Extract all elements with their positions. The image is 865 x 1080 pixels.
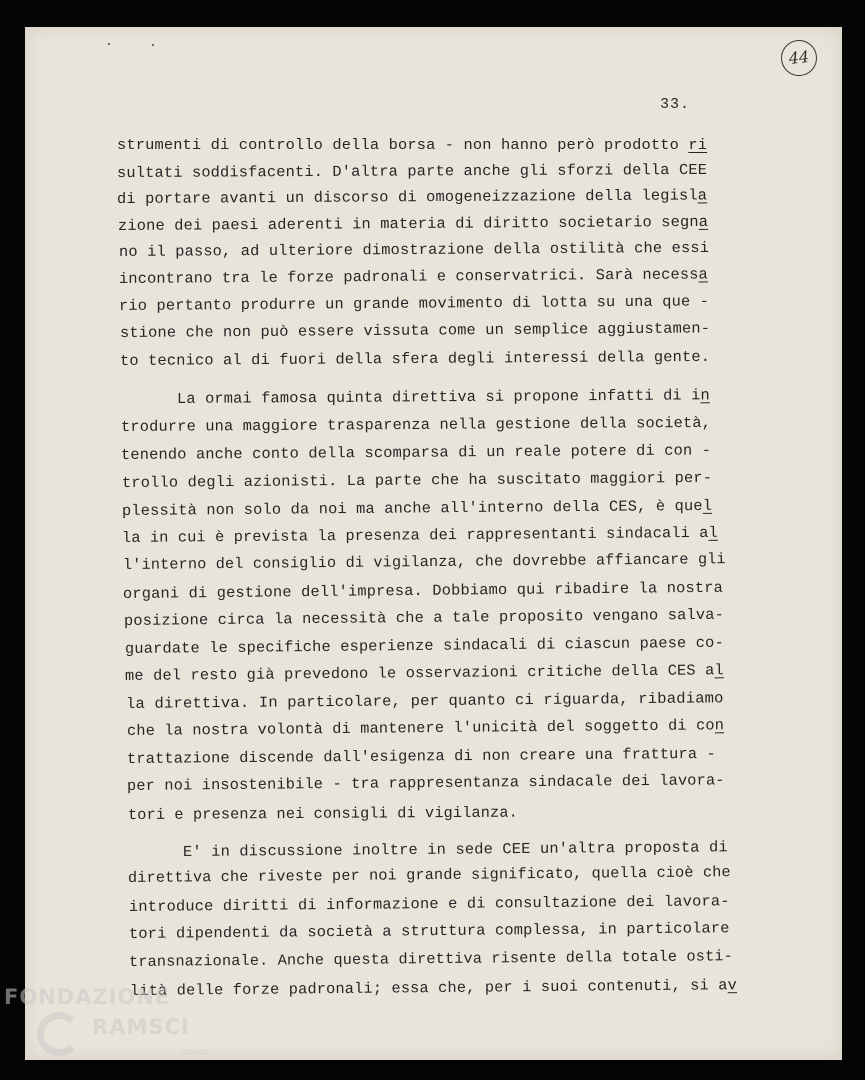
text-line — [128, 804, 518, 824]
text-line-body: la in cui è prevista la presenza dei rappresentanti sindacali a — [121, 523, 709, 547]
text-line-body: per noi insostenibile - tra rappresentanza sindacale dei lavora- — [126, 771, 725, 795]
text-line-body: incontrano tra le forze padronali e conservatrici. Sarà necess — [118, 265, 699, 288]
text-line-body: guardate le specifiche esperienze sindacali di ciascun paese co- — [124, 633, 724, 658]
text-line-body: trattazione discende dall'esigenza di non creare una frattura - — [126, 744, 716, 768]
underlined-hyphenation: v — [727, 976, 738, 995]
paper-speck — [152, 44, 154, 46]
text-line-body: transnazionale. Anche questa direttiva risente della totale osti- — [128, 947, 734, 971]
underlined-hyphenation: a — [698, 265, 708, 284]
watermark-line2: RAMSCI — [92, 1015, 190, 1039]
text-line-body: direttiva che riveste per noi grande significato, quella cioè che — [127, 863, 731, 887]
text-line-body: trodurre una maggiore trasparenza nella gestione della società, — [120, 413, 712, 436]
underlined-hyphenation: n — [714, 716, 725, 735]
text-line-body: di portare avanti un discorso di omogeneizzazione della legisl — [116, 186, 698, 208]
text-line-body: tori dipendenti da società a struttura complessa, in particolare — [128, 919, 730, 943]
underlined-hyphenation: l — [702, 496, 713, 515]
text-line — [177, 386, 710, 408]
underlined-hyphenation: a — [698, 212, 709, 231]
watermark-line1: FONDAZIONE — [4, 985, 171, 1009]
text-line — [117, 161, 707, 182]
text-line-body: La ormai famosa quinta direttiva si propone infatti di i — [176, 386, 701, 408]
text-line-body: stione che non può essere vissuta come un semplice aggiustamen- — [119, 319, 711, 342]
text-line-body: lità delle forze padronali; essa che, per i suoi contenuti, si a — [129, 976, 728, 1000]
archive-page-number: 44 — [779, 38, 819, 78]
text-line-body: tenendo anche conto della scomparsa di un reale potere di con - — [120, 441, 712, 464]
text-line-body: to tecnico al di fuori della sfera degli interessi della gente. — [119, 347, 711, 370]
text-line-body: trollo degli azionisti. La parte che ha suscitato maggiori per- — [121, 468, 713, 492]
text-line-body: no il passo, ad ulteriore dimostrazione della ostilità che essi — [118, 238, 710, 261]
watermark-sub: onlus — [181, 1047, 208, 1058]
text-line-body: rio pertanto produrre un grande movimento di lotta su una que - — [118, 292, 710, 315]
underlined-hyphenation: l — [714, 661, 724, 680]
text-line-body: posizione circa la necessità che a tale proposito vengano salva- — [123, 605, 725, 630]
text-line-body: organi di gestione dell'impresa. Dobbiamo qui ribadire la nostra — [122, 578, 724, 603]
page-number: 33. — [660, 96, 691, 113]
text-line-body: sultati soddisfacenti. D'altra parte anche gli sforzi della CEE — [116, 160, 708, 182]
watermark-g-logo-icon — [37, 1012, 81, 1056]
underlined-hyphenation: a — [697, 186, 708, 205]
text-line-body: strumenti di controllo della borsa - non hanno però prodotto — [117, 136, 689, 154]
text-line-body: la direttiva. In particolare, per quanto ci riguarda, ribadiamo — [125, 689, 724, 713]
fondazione-gramsci-watermark — [4, 983, 234, 1078]
text-line — [117, 136, 707, 154]
paper-speck — [108, 43, 110, 45]
text-line-body: l'interno del consiglio di vigilanza, che dovrebbe affiancare gli — [122, 550, 726, 574]
text-line-body: plessità non solo da noi ma anche all'interno della CES, è que — [121, 496, 703, 520]
text-line-body: introduce diritti di informazione e di consultazione dei lavora- — [128, 892, 730, 916]
text-line-body: E' in discussione inoltre in sede CEE un'altra proposta di — [182, 838, 728, 861]
underlined-hyphenation: ri — [688, 136, 708, 154]
text-line-body: zione dei paesi aderenti in materia di diritto societario segn — [117, 212, 699, 235]
text-line-body: che la nostra volontà di mantenere l'unicità del soggetto di co — [126, 716, 715, 740]
text-line — [117, 186, 707, 208]
text-line-body: tori e presenza nei consigli di vigilanza. — [127, 803, 518, 824]
underlined-hyphenation: l — [708, 523, 718, 542]
text-line-body: me del resto già prevedono le osservazioni critiche della CES a — [124, 661, 715, 685]
underlined-hyphenation: n — [700, 386, 710, 405]
